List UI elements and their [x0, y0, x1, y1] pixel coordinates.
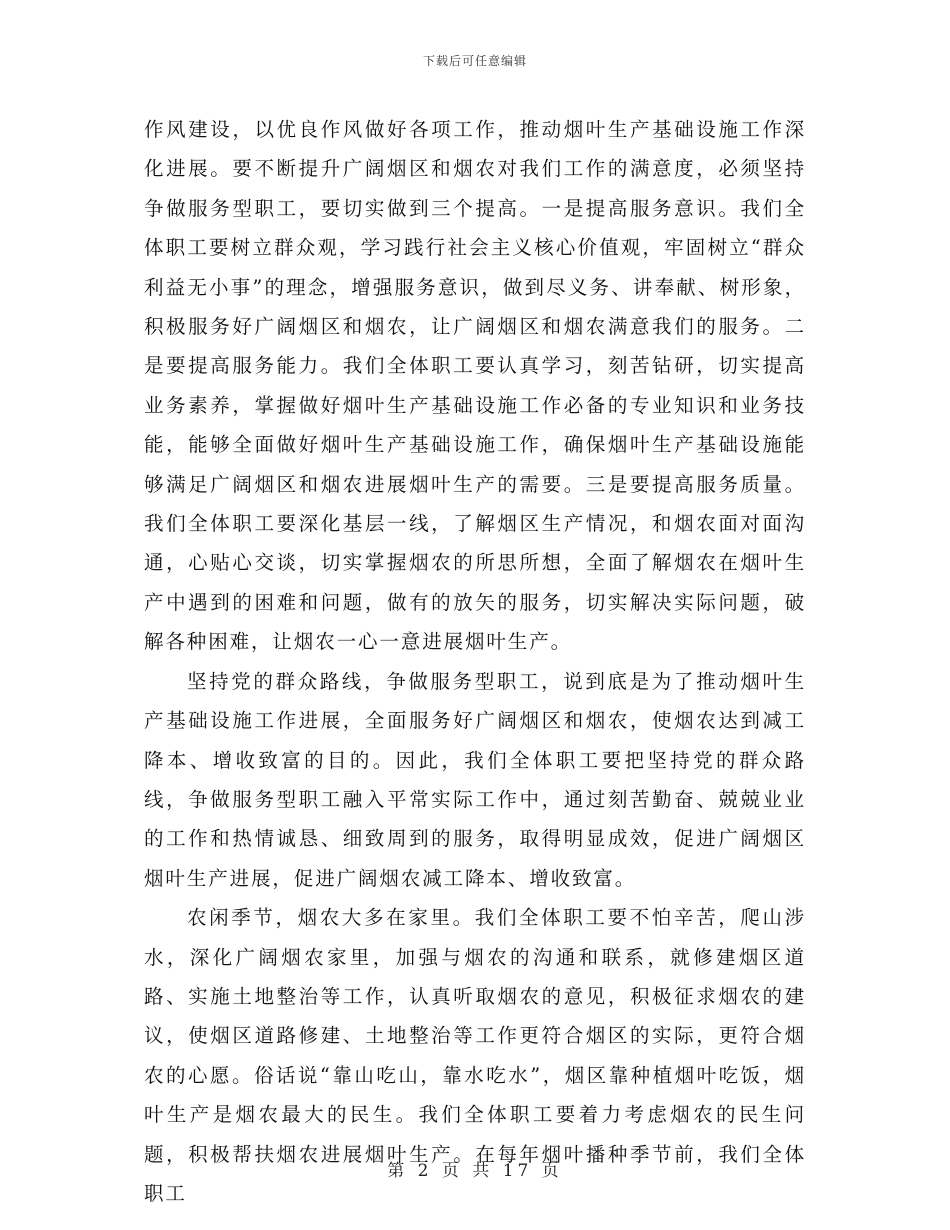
paragraph: 农闲季节，烟农大多在家里。我们全体职工要不怕辛苦，爬山涉水，深化广阔烟农家里，加强与烟农的沟通和联系，就修建烟区道路、实施土地整治等工作，认真听取烟农的意见，积极征求烟农的建议，使烟区道路修建、土地整治等工作更符合烟区的实际，更符合烟农的心愿。俗话说“靠山吃山，靠水吃水”，烟区靠种植烟叶吃饭，烟叶生产是烟农最大的民生。我们全体职工要着力考虑烟农的民生问题，积极帮扶烟农进展烟叶生产。在每年烟叶播种季节前，我们全体职工: [144, 906, 806, 1205]
page-number-footer: 第 2 页 共 17 页: [387, 1161, 563, 1181]
page-header-note: 下载后可任意编辑: [422, 54, 527, 68]
paragraph: 作风建设，以优良作风做好各项工作，推动烟叶生产基础设施工作深化进展。要不断提升广阔烟区和烟农对我们工作的满意度，必须坚持争做服务型职工，要切实做到三个提高。一是提高服务意识。我们全体职工要树立群众观，学习践行社会主义核心价值观，牢固树立“群众利益无小事”的理念，增强服务意识，做到尽义务、讲奉献、树形象，积极服务好广阔烟区和烟农，让广阔烟区和烟农满意我们的服务。二是要提高服务能力。我们全体职工要认真学习，刻苦钻研，切实提高业务素养，掌握做好烟叶生产基础设施工作必备的专业知识和业务技能，能够全面做好烟叶生产基础设施工作，确保烟叶生产基础设施能够满足广阔烟区和烟农进展烟叶生产的需要。三是要提高服务质量。我们全体职工要深化基层一线，了解烟区生产情况，和烟农面对面沟通，心贴心交谈，切实掌握烟农的所思所想，全面了解烟农在烟叶生产中遇到的困难和问题，做有的放矢的服务，切实解决实际问题，破解各种困难，让烟农一心一意进展烟叶生产。: [144, 118, 806, 654]
document-body: [144, 110, 806, 1213]
paragraph: 坚持党的群众路线，争做服务型职工，说到底是为了推动烟叶生产基础设施工作进展，全面服务好广阔烟区和烟农，使烟农达到减工降本、增收致富的目的。因此，我们全体职工要把坚持党的群众路线，争做服务型职工融入平常实际工作中，通过刻苦勤奋、兢兢业业的工作和热情诚恳、细致周到的服务，取得明显成效，促进广阔烟区烟叶生产进展，促进广阔烟农减工降本、增收致富。: [144, 669, 806, 890]
